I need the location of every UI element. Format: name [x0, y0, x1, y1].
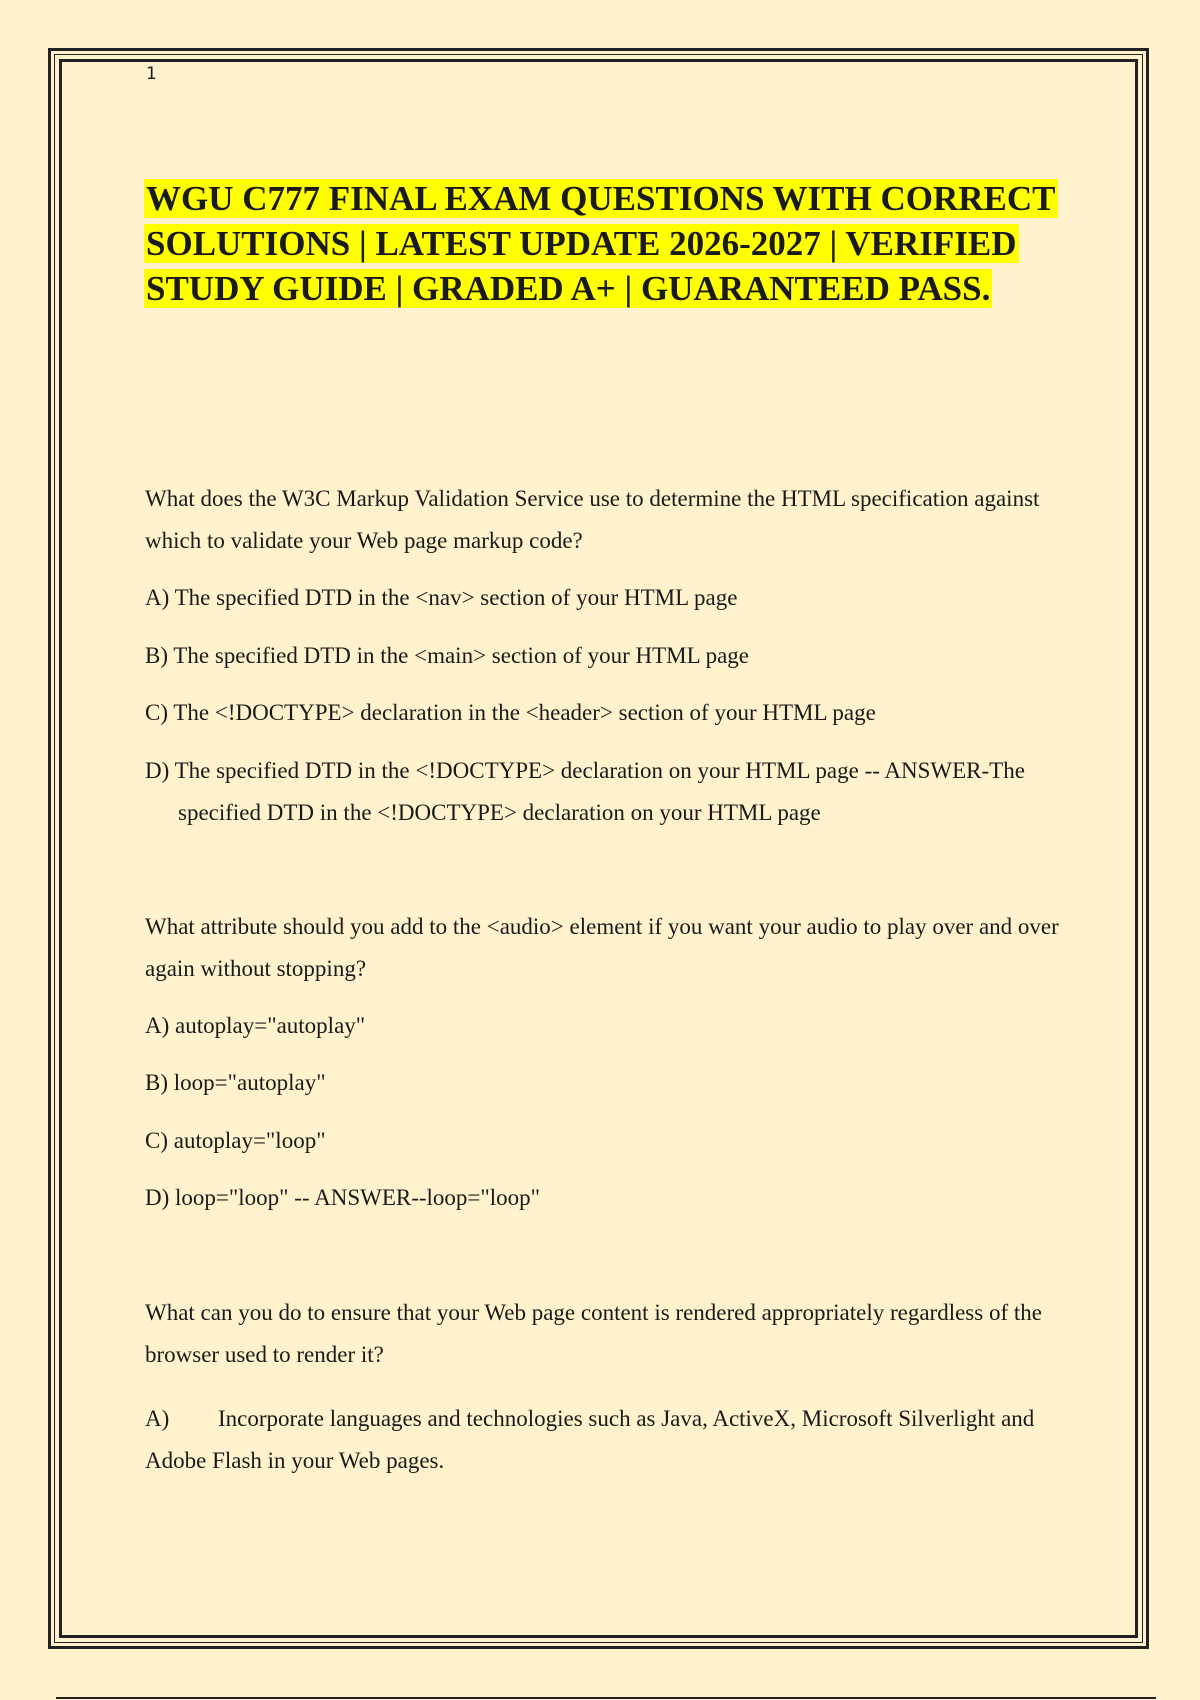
question-3-option-a [145, 1398, 1065, 1482]
document-title [144, 176, 1074, 311]
question-2-option-d-answer: D) loop="loop" -- ANSWER--loop="loop" [145, 1185, 541, 1210]
document-title-text: WGU C777 FINAL EXAM QUESTIONS WITH CORRECT SOLUTIONS | LATEST UPDATE 2026-2027 | VERIFIED STUDY GUIDE | GRADED A+ | GUARANTEED PASS. [146, 179, 1056, 308]
question-1-option-d-answer: D) The specified DTD in the <!DOCTYPE> declaration on your HTML page -- ANSWER-The specified DTD in the <!DOCTYPE> declaration on your HTML page [145, 758, 1025, 825]
question-3-option-a-text: Incorporate languages and technologies such as Java, ActiveX, Microsoft Silverlight and Adobe Flash in your Web pages. [145, 1406, 1035, 1473]
question-1-option-b: B) The specified DTD in the <main> section of your HTML page [145, 643, 749, 668]
question-1-option-a: A) The specified DTD in the <nav> section of your HTML page [145, 585, 738, 610]
footer-rule [56, 1697, 1156, 1699]
question-3-option-a-label: A) [145, 1406, 170, 1431]
question-3-text: What can you do to ensure that your Web page content is rendered appropriately regardless of the browser used to render it? [145, 1300, 1042, 1367]
question-1-text: What does the W3C Markup Validation Service use to determine the HTML specification against which to validate your Web page markup code? [145, 486, 1040, 553]
question-2-option-a: A) autoplay="autoplay" [145, 1013, 366, 1038]
question-2-option-c: C) autoplay="loop" [145, 1128, 326, 1153]
question-1-option-c: C) The <!DOCTYPE> declaration in the <header> section of your HTML page [145, 700, 876, 725]
question-2-option-b: B) loop="autoplay" [145, 1070, 326, 1095]
page-number: 1 [146, 64, 157, 84]
question-2-text: What attribute should you add to the <audio> element if you want your audio to play over and over again without stopping? [145, 914, 1059, 981]
